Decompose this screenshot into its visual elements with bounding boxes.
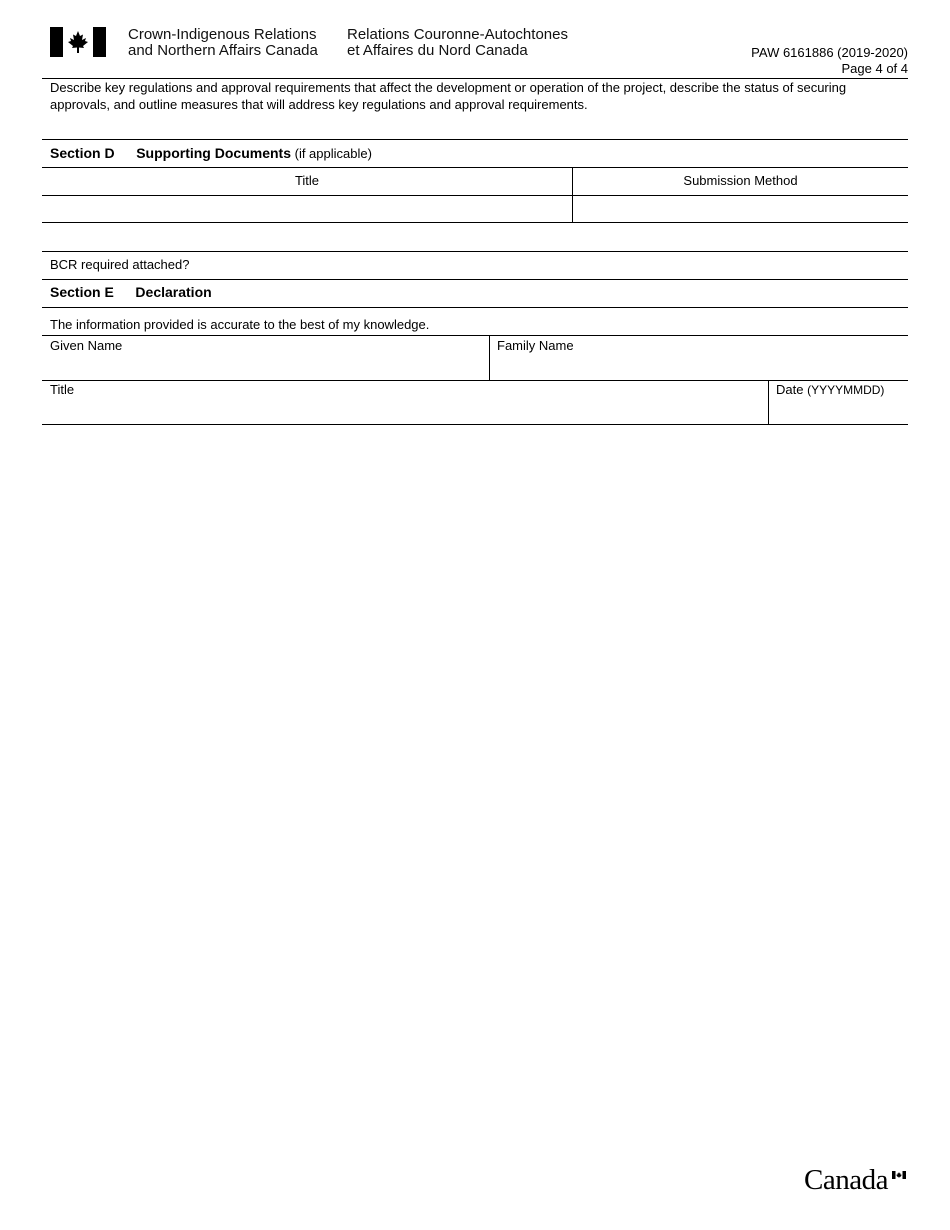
section-e-label: Section E [50, 284, 114, 300]
canada-flag-svg [50, 27, 106, 57]
section-e-header [50, 284, 212, 301]
declaration-statement: The information provided is accurate to the best of my knowledge. [50, 317, 430, 332]
bcr-required-input[interactable] [205, 252, 908, 278]
form-number: PAW 6161886 (2019-2020) [751, 45, 908, 60]
divider-section-d [42, 139, 908, 140]
family-name-input[interactable] [493, 356, 905, 378]
bcr-required-label: BCR required attached? [50, 257, 190, 272]
names-column-divider [489, 335, 490, 380]
section-d-label: Section D [50, 145, 115, 161]
given-name-label: Given Name [50, 338, 123, 353]
document-title-input[interactable] [42, 196, 572, 222]
family-name-label: Family Name [497, 338, 574, 353]
divider-section-e [42, 279, 908, 280]
canada-wordmark-flag-icon [892, 1167, 906, 1175]
divider-declaration [42, 307, 908, 308]
canada-wordmark-text: Canada [804, 1164, 888, 1196]
divider-table-bottom [42, 222, 908, 223]
divider-names [42, 335, 908, 336]
canada-wordmark-flag-svg [892, 1171, 906, 1179]
title-label: Title [50, 382, 75, 397]
date-column-divider [768, 380, 769, 424]
section-d-title: Supporting Documents [136, 145, 291, 161]
section-e-title: Declaration [135, 284, 212, 300]
title-input[interactable] [46, 400, 764, 422]
department-name-fr-line2: et Affaires du Nord Canada [347, 42, 528, 59]
column-header-title: Title [294, 173, 320, 188]
divider-top [42, 78, 908, 79]
divider-table-header [42, 167, 908, 168]
department-name-en-line2: and Northern Affairs Canada [128, 42, 318, 59]
regulations-input[interactable] [42, 114, 908, 138]
section-d-note: (if applicable) [294, 146, 372, 161]
given-name-input[interactable] [46, 356, 486, 378]
date-format-hint: (YYYYMMDD) [807, 383, 885, 397]
department-name-fr-line1: Relations Couronne-Autochtones [347, 26, 568, 43]
divider-title-date [42, 380, 908, 381]
date-label-group [776, 382, 884, 398]
divider-bottom [42, 424, 908, 425]
submission-method-input[interactable] [573, 196, 908, 222]
department-name-en-line1: Crown-Indigenous Relations [128, 26, 317, 43]
canada-flag-icon [50, 27, 106, 57]
page-number: Page 4 of 4 [841, 61, 908, 76]
date-label: Date [776, 382, 804, 397]
column-header-submission-method: Submission Method [683, 173, 798, 188]
regulations-instructions-line1: Describe key regulations and approval requirements that affect the development or operation of the project, describe the status of securing [50, 80, 847, 95]
date-input[interactable] [772, 400, 905, 422]
canada-wordmark [804, 1163, 888, 1197]
section-d-header [50, 145, 372, 162]
regulations-instructions-line2: approvals, and outline measures that will address key regulations and approval requirements. [50, 97, 588, 112]
